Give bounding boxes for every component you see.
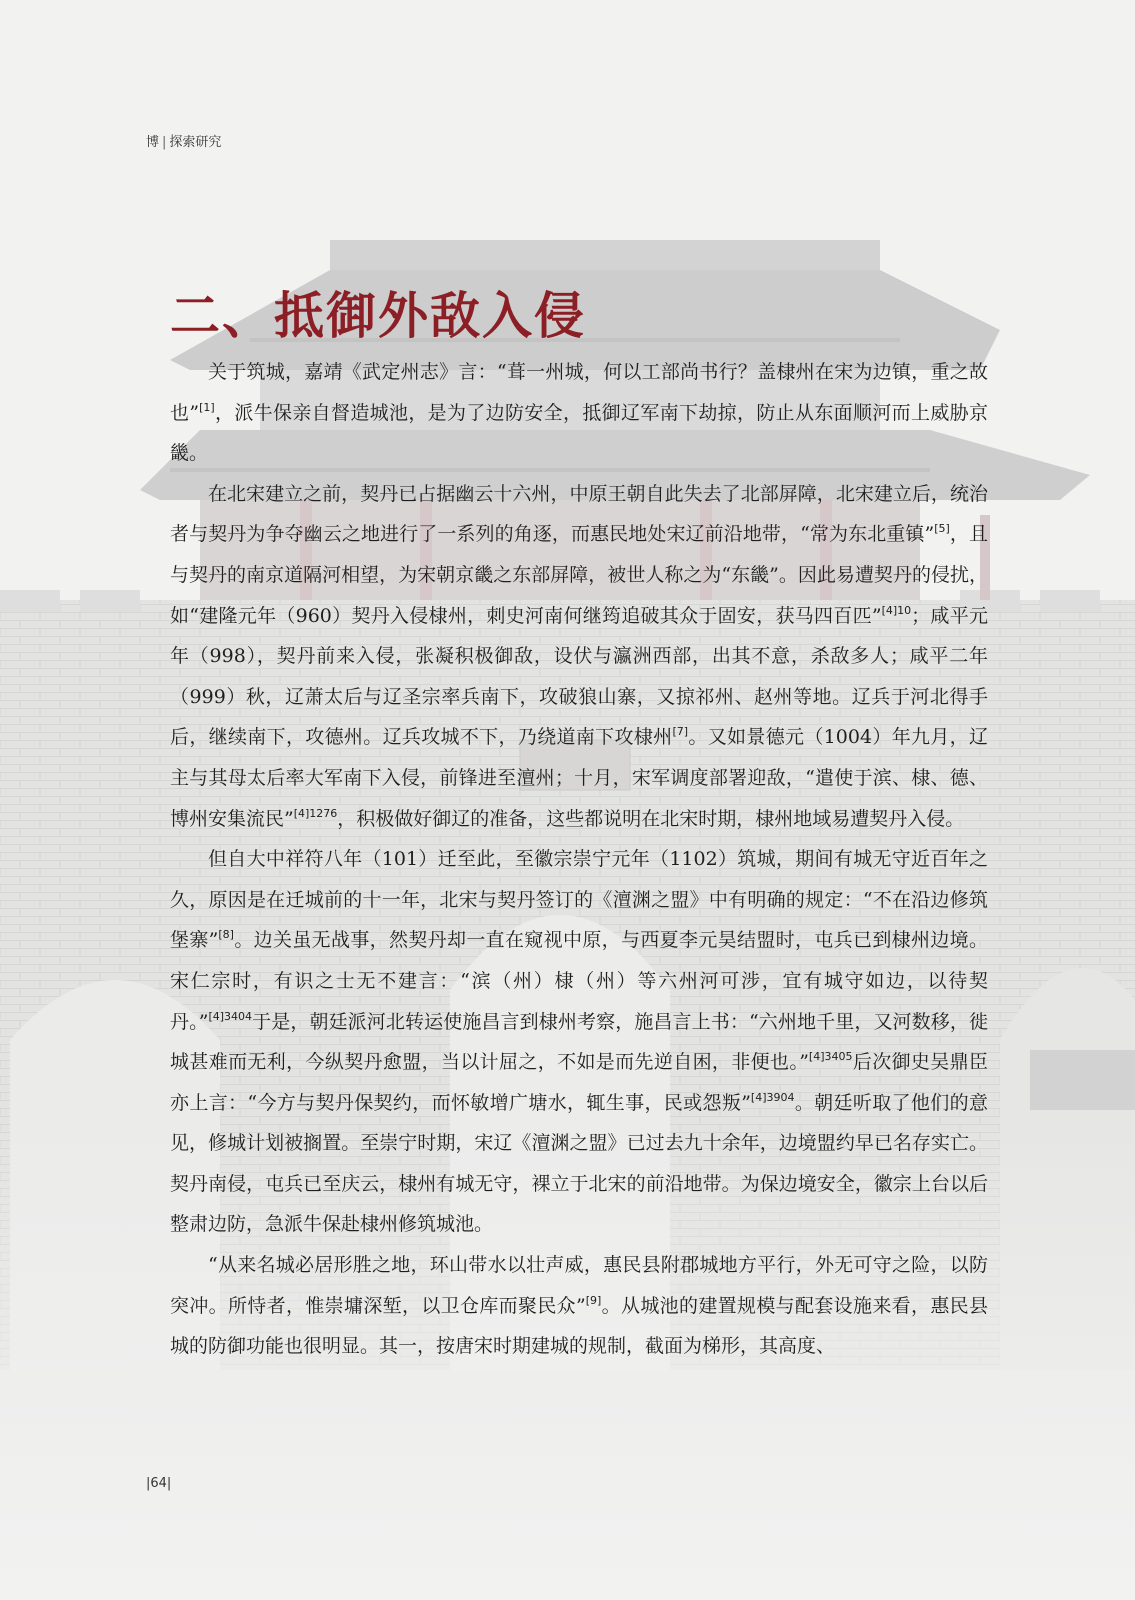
paragraph-text: 。从城池的建置规模与配套设施来看，惠民县城的防御功能也很明显。其一，按唐宋时期建城的规制，截面为梯形，其高度、 — [170, 1294, 988, 1358]
running-header — [146, 131, 221, 150]
citation-superscript: [4]3904 — [750, 1090, 795, 1104]
paragraph-text: 后次御史吴鼎臣亦上言：“今方与契丹保契约，而怀敏增广塘水，辄生事，民或怨叛” — [170, 1051, 988, 1114]
citation-superscript: [4]3404 — [208, 1009, 253, 1023]
paragraph-text: 。朝廷听取了他们的意见，修城计划被搁置。至崇宁时期，宋辽《澶渊之盟》已过去九十余年，边境盟约早已名存实亡。契丹南侵，屯兵已至庆云，棣州有城无守，裸立于北宋的前沿地带。为保边境安全，徽宗上台以后整肃边防，急派牛保赴棣州修筑城池。 — [170, 1091, 988, 1236]
paragraph-text: 。边关虽无战事，然契丹却一直在窥视中原，与西夏李元昊结盟时，屯兵已到棣州边境。宋仁宗时，有识之士无不建言：“滨（州）棣（州）等六州河可涉，宜有城守如边，以待契丹。” — [170, 929, 988, 1033]
citation-superscript: [1] — [199, 400, 215, 414]
paragraph-text: 于是，朝廷派河北转运使施昌言到棣州考察，施昌言上书：“六州地千里，又河数移，徙城甚难而无利，今纵契丹愈盟，当以计屈之，不如是而先逆自困，非便也。” — [170, 1010, 988, 1074]
citation-superscript: [8] — [218, 928, 234, 942]
section-title: 二、抵御外敌入侵 — [170, 287, 586, 345]
body-paragraph — [170, 1245, 988, 1367]
page-number: |64| — [146, 1476, 172, 1491]
paragraph-text: 但自大中祥符八年（101）迁至此，至徽宗崇宁元年（1102）筑城，期间有城无守近百年之久，原因是在迁城前的十一年，北宋与契丹签订的《澶渊之盟》中有明确的规定：“不在沿边修筑堡寨” — [170, 848, 988, 952]
paragraph-text: ，积极做好御辽的准备，这些都说明在北宋时期，棣州地域易遭契丹入侵。 — [337, 807, 965, 830]
citation-superscript: [4]10 — [881, 603, 912, 617]
body-paragraph — [170, 839, 988, 1245]
article-body — [170, 352, 988, 1367]
citation-superscript: [5] — [934, 522, 950, 536]
citation-superscript: [9] — [585, 1293, 602, 1307]
paragraph-text: 。又如景德元（1004）年九月，辽主与其母太后率大军南下入侵，前锋进至澶州；十月，宋军调度部署迎敌，“遣使于滨、棣、德、博州安集流民” — [170, 726, 988, 830]
paragraph-text: 在北宋建立之前，契丹已占据幽云十六州，中原王朝自此失去了北部屏障，北宋建立后，统治者与契丹为争夺幽云之地进行了一系列的角逐，而惠民地处宋辽前沿地带，“常为东北重镇” — [170, 482, 988, 546]
citation-superscript: [4]3405 — [808, 1050, 853, 1064]
citation-superscript: [4]1276 — [293, 806, 338, 820]
paragraph-text: 关于筑城，嘉靖《武定州志》言：“葺一州城，何以工部尚书行？盖棣州在宋为边镇，重之故也” — [170, 361, 988, 424]
body-paragraph — [170, 352, 988, 474]
paragraph-text: ，派牛保亲自督造城池，是为了边防安全，抵御辽军南下劫掠，防止从东面顺河而上威胁京畿。 — [170, 401, 988, 465]
header-separator: | — [162, 135, 167, 150]
header-mark: 博 — [146, 135, 160, 150]
header-section: 探索研究 — [169, 135, 222, 150]
paragraph-text: “从来名城必居形胜之地，环山带水以壮声威，惠民县附郡城地方平行，外无可守之险，以防突冲。所恃者，惟崇墉深堑，以卫仓库而聚民众” — [170, 1254, 988, 1317]
citation-superscript: [7] — [672, 725, 689, 739]
paragraph-text: ，且与契丹的南京道隔河相望，为宋朝京畿之东部屏障，被世人称之为“东畿”。因此易遭契丹的侵扰，如“建隆元年（960）契丹入侵棣州，刺史河南何继筠追破其众于固安，获马四百匹” — [170, 523, 988, 627]
paragraph-text: ；咸平元年（998），契丹前来入侵，张凝积极御敌，设伏与瀛洲西部，出其不意，杀敌多人；咸平二年（999）秋，辽萧太后与辽圣宗率兵南下，攻破狼山寨，又掠祁州、赵州等地。辽兵于河北得手后，继续南下，攻德州。辽兵攻城不下，乃绕道南下攻棣州 — [170, 604, 988, 749]
body-paragraph — [170, 474, 988, 839]
